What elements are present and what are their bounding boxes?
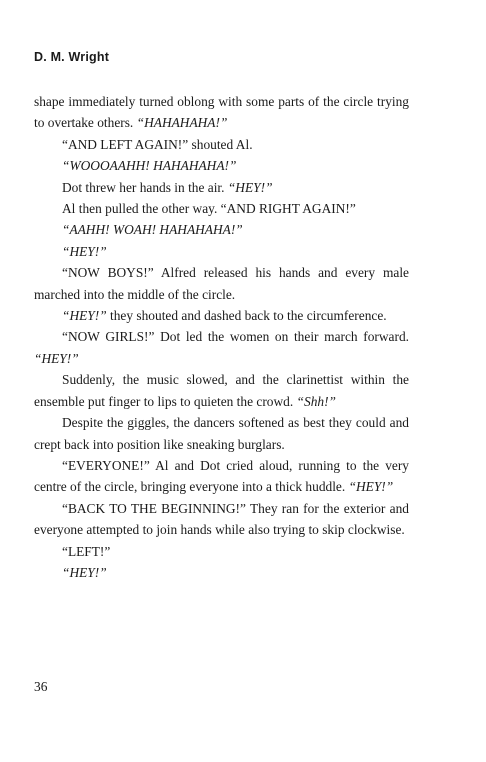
text-run: “NOW BOYS!” Alfred released his hands and every male marched into the middle of the circle. [34, 265, 409, 302]
body-text [34, 91, 409, 583]
paragraph [34, 498, 409, 541]
paragraph [34, 241, 409, 262]
paragraph [34, 369, 409, 412]
paragraph [34, 326, 409, 369]
italic-text-run: “HEY!” [62, 243, 107, 259]
paragraph [34, 305, 409, 326]
italic-text-run: “Shh!” [296, 393, 336, 409]
paragraph [34, 412, 409, 455]
italic-text-run: “HEY!” [34, 350, 79, 366]
text-run: they shouted and dashed back to the circumference. [106, 308, 387, 324]
italic-text-run: “HAHAHAHA!” [136, 115, 228, 131]
text-run: Despite the giggles, the dancers softened as best they could and crept back into position like sneaking burglars. [34, 415, 409, 452]
text-run: “LEFT!” [62, 543, 111, 559]
paragraph [34, 455, 409, 498]
italic-text-run: “HEY!” [62, 308, 107, 324]
paragraph [34, 562, 409, 583]
paragraph [34, 134, 409, 155]
text-run: Dot threw her hands in the air. [62, 179, 228, 195]
running-header-author: D. M. Wright [34, 50, 110, 64]
page-number: 36 [34, 679, 48, 694]
text-run: “NOW GIRLS!” Dot led the women on their march forward. [62, 329, 409, 345]
text-run: Al then pulled the other way. “AND RIGHT AGAIN!” [62, 201, 356, 217]
text-run: shape immediately turned oblong with some parts of the circle trying to overtake others. [34, 94, 409, 131]
text-run: Suddenly, the music slowed, and the clarinettist within the ensemble put finger to lips to quieten the crowd. [34, 372, 409, 409]
text-run: “AND LEFT AGAIN!” shouted Al. [62, 136, 253, 152]
paragraph [34, 219, 409, 240]
paragraph [34, 262, 409, 305]
paragraph [34, 198, 409, 219]
italic-text-run: “WOOOAAHH! HAHAHAHA!” [62, 158, 237, 174]
paragraph [34, 155, 409, 176]
text-run: “EVERYONE!” Al and Dot cried aloud, running to the very centre of the circle, bringing everyone into a thick huddle. [34, 457, 409, 495]
text-run: “BACK TO THE BEGINNING!” They ran for the exterior and everyone attempted to join hands while also trying to skip clockwise. [34, 500, 409, 538]
italic-text-run: “HEY!” [62, 564, 107, 580]
italic-text-run: “AAHH! WOAH! HAHAHAHA!” [62, 222, 243, 238]
paragraph [34, 541, 409, 562]
italic-text-run: “HEY!” [348, 479, 394, 495]
italic-text-run: “HEY!” [227, 179, 273, 195]
paragraph [34, 91, 409, 134]
paragraph [34, 177, 409, 198]
